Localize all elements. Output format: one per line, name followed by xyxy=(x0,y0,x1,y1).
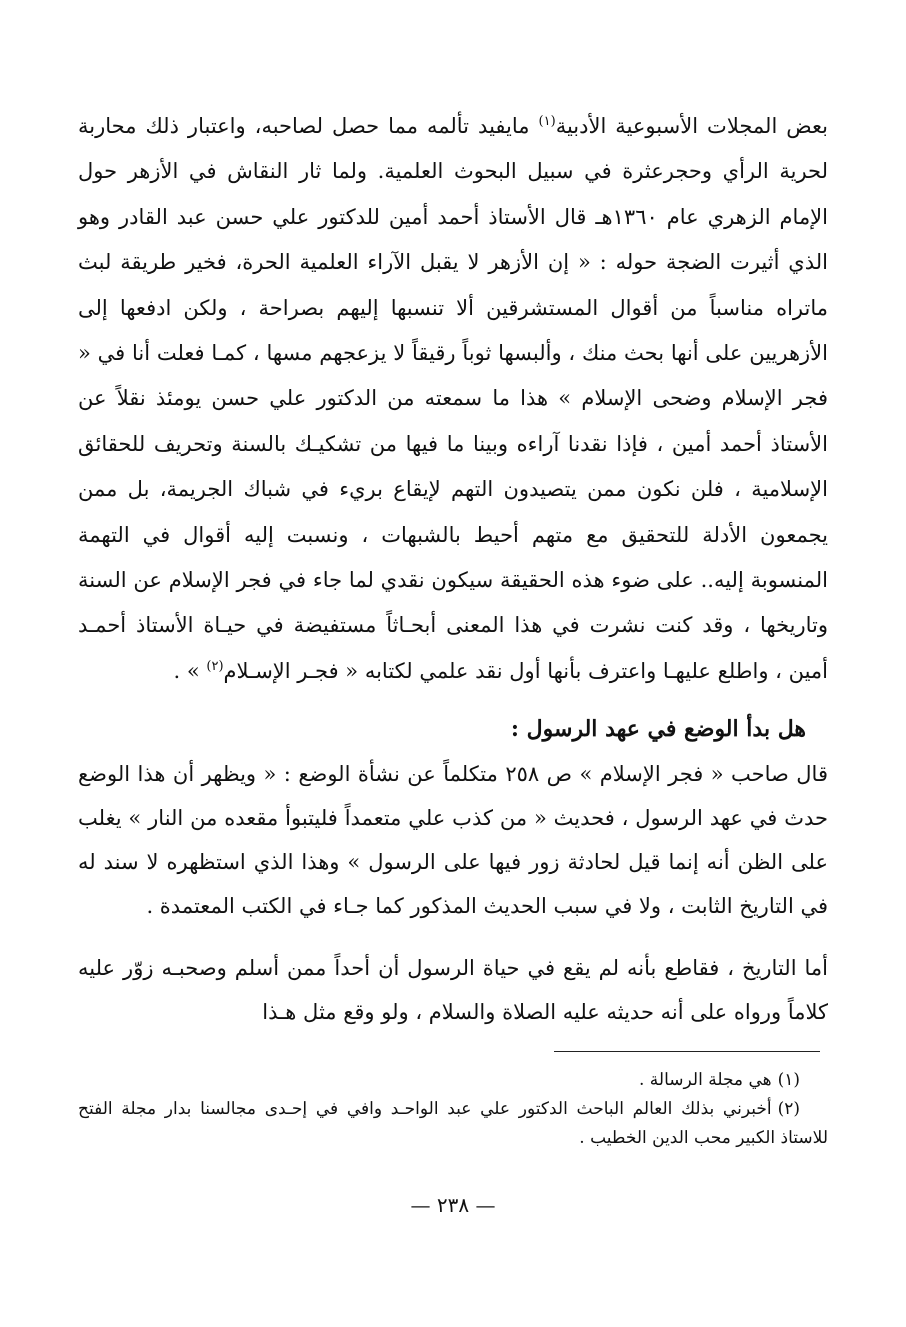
footnote-1-number: (١) xyxy=(777,1070,800,1090)
page-number: — ٢٣٨ — xyxy=(410,1193,496,1217)
footnotes xyxy=(78,1066,828,1153)
footnote-2-number: (٢) xyxy=(777,1099,800,1119)
footnote-marker-1: (١) xyxy=(538,114,556,129)
footnote-1 xyxy=(78,1066,828,1095)
paragraph-2: قال صاحب « فجر الإسلام » ص ٢٥٨ متكلماً عن نشأة الوضع : « ويظهر أن هذا الوضع حدث في عهد الرسول ، فحديث « من كذب علي متعمداً فليتبوأ مقعده من النار » يغلب على الظن أنه إنما قيل لحادثة زور فيها على الرسول » وهذا الذي استظهره لا سند له في التاريخ الثابت ، ولا في سبب الحديث المذكور كما جـاء في الكتب المعتمدة . xyxy=(78,762,828,919)
footnote-marker-2: (٢) xyxy=(206,658,224,674)
paragraph-1-text-main: مايفيد تألمه مما حصل لصاحبه، واعتبار ذلك محاربة لحرية الرأي وحجرعثرة في سبيل البحوث العلمية. ولما ثار النقاش في الأزهر حول الإمام الزهري عام ١٣٦٠هـ قال الأستاذ أحمد أمين للدكتور علي حسن عبد القادر وهو الذي أثيرت الضجة حوله : « إن الأزهر لا يقبل الآراء العلمية الحرة، فخير طريقة لبث ماتراه مناسباً من أقوال المستشرقين ألا تنسبها إليهم بصراحة ، ولكن ادفعها إلى الأزهريين على أنها بحث منك ، وألبسها ثوباً رقيقاً لا يزعجهم مسها ، كمـا فعلت أنا في « فجر الإسلام وضحى الإسلام » هذا ما سمعته من الدكتور علي حسن يومئذ نقلاً عن الأستاذ أحمد أمين ، فإذا نقدنا آراءه وبينا ما فيها من تشكيـك بالسنة وتحريف للحقائق الإسلامية ، فلن نكون ممن يتصيدون التهم لإيقاع بريء في شباك الجريمة، بل ممن يجمعون الأدلة للتحقيق مع متهم أحيط بالشبهات ، ونسبت إليه أقوال في التهمة المنسوبة إليه.. على ضوء هذه الحقيقة سيكون نقدي لما جاء في فجر الإسلام عن السنة وتاريخها ، وقد كنت نشرت في هذا المعنى أبحـاثاً مستفيضة في حيـاة الأستاذ أحمـد أمين ، واطلع عليهـا واعترف بأنها أول نقد علمي لكتابه « فجـر الإسـلام xyxy=(78,114,828,683)
paragraph-1 xyxy=(78,104,828,694)
paragraph-1-text-end: » . xyxy=(173,658,207,683)
footnote-separator xyxy=(554,1051,820,1052)
paragraph-3: أما التاريخ ، فقاطع بأنه لم يقع في حياة الرسول أن أحداً ممن أسلم وصحبـه زوّر عليه كلاماً ورواه على أنه حديثه عليه الصلاة والسلام ، ولو وقع مثل هـذا xyxy=(78,956,828,1025)
paragraph-1-text-start: بعض المجلات الأسبوعية الأدبية xyxy=(555,114,829,138)
footnote-1-text: هي مجلة الرسالة . xyxy=(639,1070,772,1090)
section-heading: هل بدأ الوضع في عهد الرسول : xyxy=(510,716,806,743)
main-text-block xyxy=(78,104,828,1034)
footnote-2 xyxy=(78,1095,828,1153)
footnote-2-text: أخبرني بذلك العالم الباحث الدكتور علي عبد الواحـد وافي في إحـدى مجالسنا بدار مجلة الفتح للاستاذ الكبير محب الدين الخطيب . xyxy=(78,1099,828,1148)
